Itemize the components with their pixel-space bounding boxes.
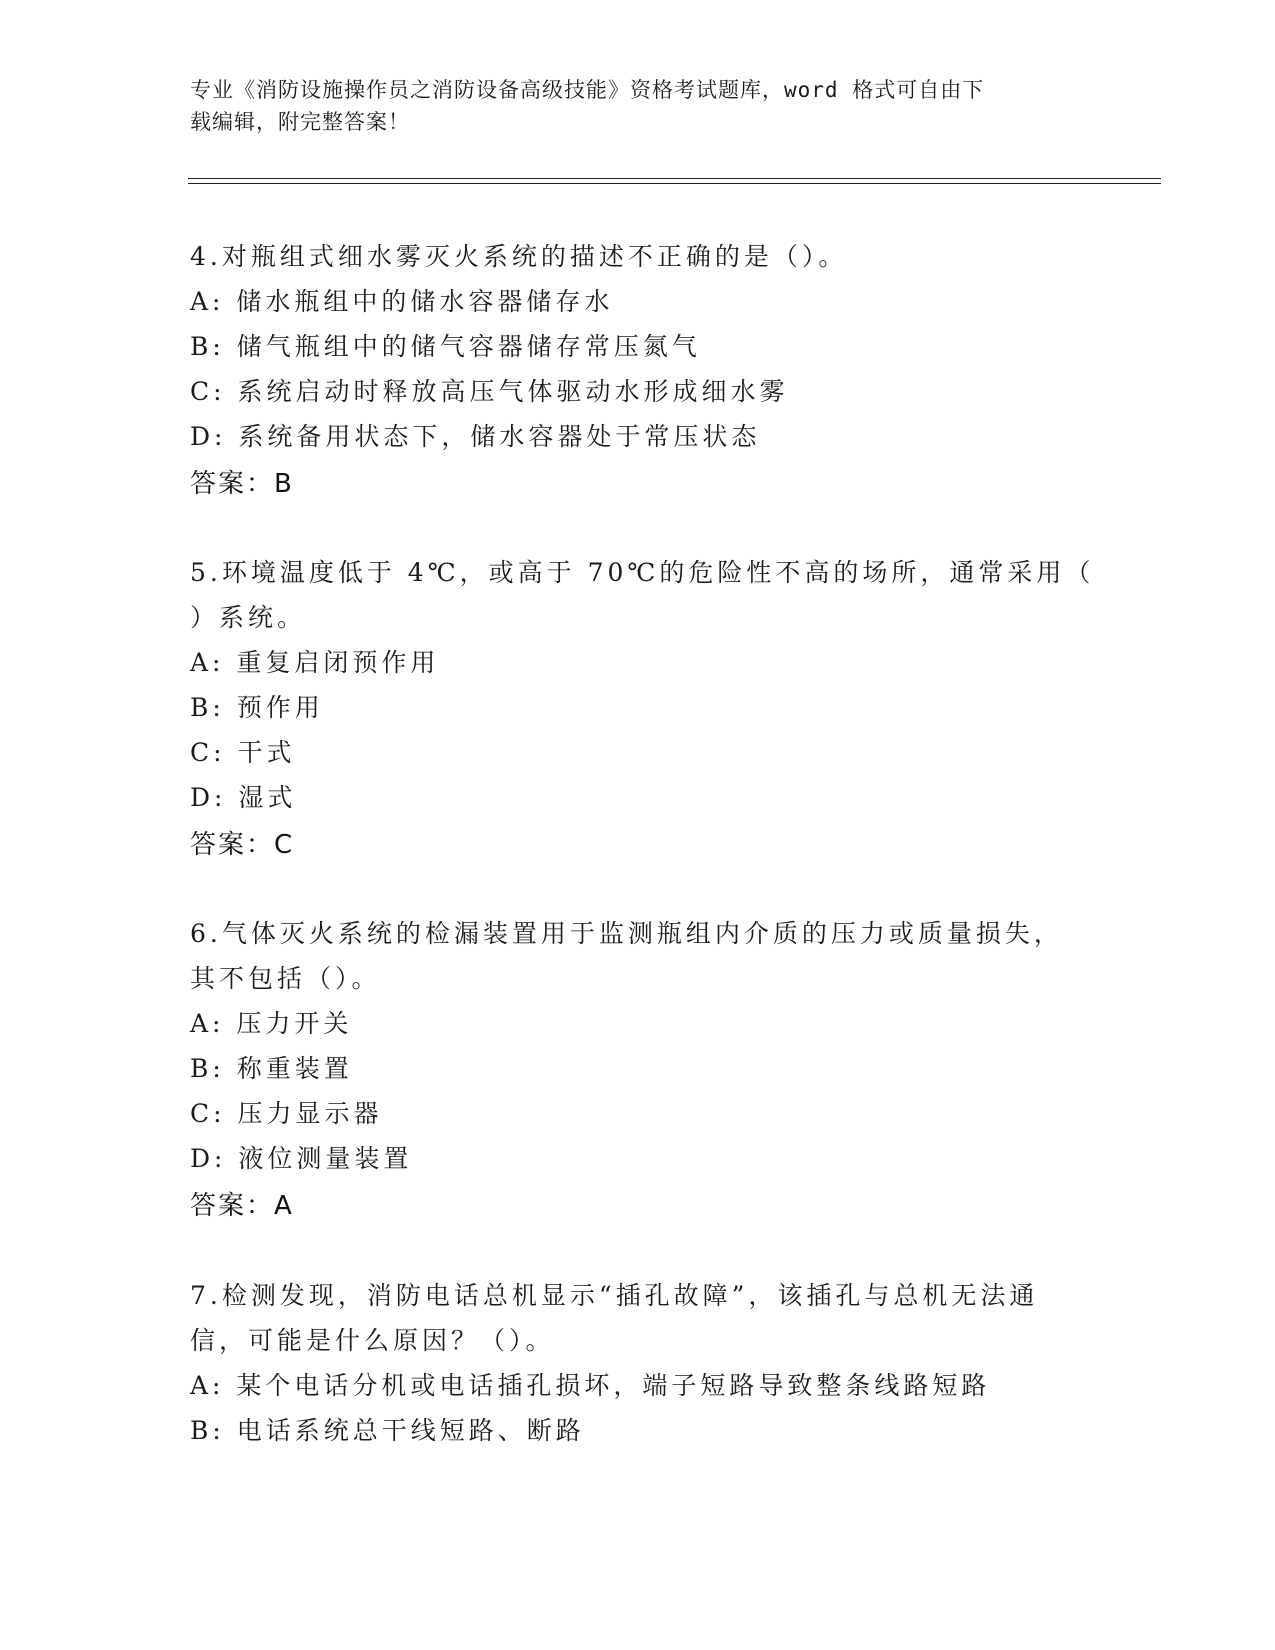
question-option: D: 湿式: [190, 783, 297, 812]
question-option: A: 重复启闭预作用: [190, 648, 440, 677]
header-line-2: 载编辑，附完整答案！: [190, 110, 410, 134]
question-option: A: 压力开关: [190, 1009, 353, 1038]
question-option: B: 电话系统总干线短路、断路: [190, 1416, 585, 1445]
question-answer: 答案：A: [190, 1191, 294, 1221]
question-answer: 答案：C: [190, 830, 295, 860]
question-option: C: 系统启动时释放高压气体驱动水形成细水雾: [190, 377, 789, 406]
question-option: C: 压力显示器: [190, 1099, 383, 1128]
question-option: A: 储水瓶组中的储水容器储存水: [190, 287, 614, 316]
question-option: B: 称重装置: [190, 1054, 353, 1083]
header-divider-top: [188, 178, 1161, 179]
header-divider-bottom: [188, 183, 1161, 184]
header-line-1: 专业《消防设施操作员之消防设备高级技能》资格考试题库，word 格式可自由下: [190, 78, 985, 102]
question-option: A: 某个电话分机或电话插孔损坏，端子短路导致整条线路短路: [190, 1371, 991, 1400]
question-option: D: 液位测量装置: [190, 1144, 413, 1173]
question-stem: 5.环境温度低于 4℃，或高于 70℃的危险性不高的场所，通常采用（: [190, 558, 1095, 587]
question-stem: 信，可能是什么原因？（）。: [190, 1326, 555, 1355]
question-answer: 答案：B: [190, 469, 294, 499]
question-stem: 6.气体灭火系统的检漏装置用于监测瓶组内介质的压力或质量损失，: [190, 919, 1063, 948]
question-stem: 其不包括（）。: [190, 964, 381, 993]
document-header: [190, 74, 1090, 138]
question-option: B: 储气瓶组中的储气容器储存常压氮气: [190, 332, 701, 361]
question-stem: 4.对瓶组式细水雾灭火系统的描述不正确的是（）。: [190, 242, 848, 271]
question-stem: ）系统。: [190, 603, 307, 632]
question-option: B: 预作用: [190, 693, 324, 722]
question-stem: 7.检测发现，消防电话总机显示“插孔故障”，该插孔与总机无法通: [190, 1281, 1039, 1310]
question-option: D: 系统备用状态下，储水容器处于常压状态: [190, 422, 761, 451]
question-option: C: 干式: [190, 738, 296, 767]
